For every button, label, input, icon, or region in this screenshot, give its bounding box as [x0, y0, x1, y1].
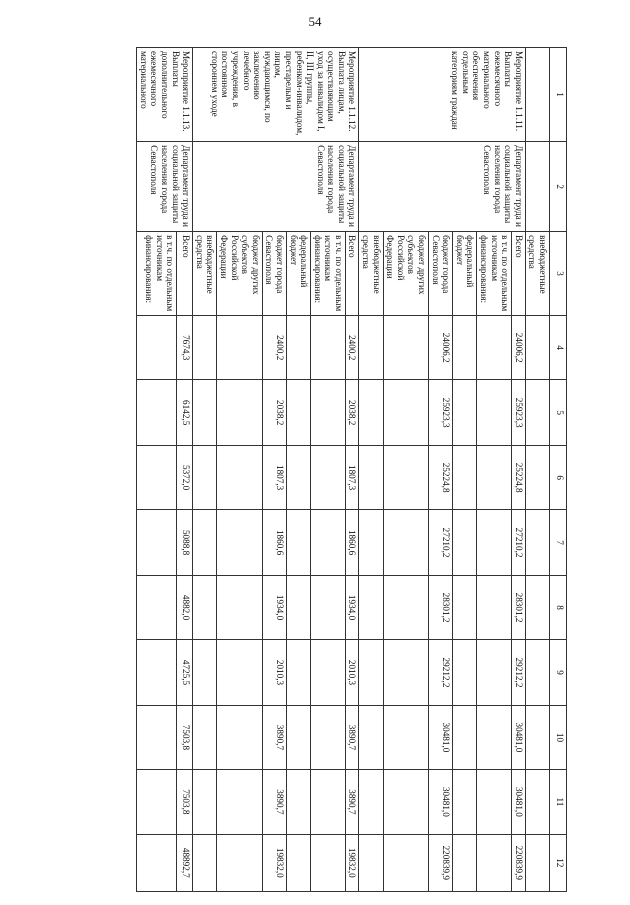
value-cell-col4: [525, 316, 549, 380]
value-cell-col11: [286, 770, 310, 834]
value-cell-col4: [217, 316, 262, 380]
value-cell-col10: [453, 705, 477, 769]
value-cell-col6: [453, 445, 477, 509]
column-header-9: 9: [550, 640, 567, 705]
value-cell-col8: [311, 575, 346, 639]
value-cell-col7: [453, 510, 477, 575]
value-cell-col10: 30481,0: [429, 705, 453, 769]
value-cell-col12: 19832,0: [262, 834, 286, 891]
page-number: 54: [308, 14, 322, 29]
value-cell-col9: 2010,3: [345, 640, 359, 705]
value-cell-col9: [453, 640, 477, 705]
value-cell-col10: [477, 705, 512, 769]
value-cell-col8: 1934,0: [262, 575, 286, 639]
value-cell-col11: 30481,0: [429, 770, 453, 834]
source-cell: бюджет города Севастополя: [429, 232, 453, 316]
column-header-2: 2: [550, 142, 567, 232]
value-cell-col12: [311, 834, 346, 891]
value-cell-col8: [217, 575, 262, 639]
value-cell-col10: [311, 705, 346, 769]
value-cell-col5: [477, 380, 512, 445]
value-cell-col7: [193, 510, 217, 575]
value-cell-col7: [359, 510, 383, 575]
activity-cell: Мероприятие 1.1.12. Выплата лицам, осуществляющим уход за инвалидом I, II, III группы, ребенком-инвалидом, престарелым и лицом, нуждающимся, по заключению лечебного учреждения, в постоянном стороннем уходе: [193, 48, 359, 142]
column-header-4: 4: [550, 316, 567, 380]
value-cell-col9: [137, 640, 177, 705]
value-cell-col12: [525, 834, 549, 891]
value-cell-col11: [193, 770, 217, 834]
value-cell-col9: [359, 640, 383, 705]
value-cell-col11: [217, 770, 262, 834]
header-row: [550, 48, 567, 892]
value-cell-col8: 28301,2: [512, 575, 526, 639]
value-cell-col8: [193, 575, 217, 639]
source-cell: федеральный бюджет: [453, 232, 477, 316]
value-cell-col4: [137, 316, 177, 380]
value-cell-col8: 1934,0: [345, 575, 359, 639]
value-cell-col4: [193, 316, 217, 380]
source-cell: внебюджетные средства: [525, 232, 549, 316]
value-cell-col12: 48892,7: [177, 834, 193, 891]
column-header-7: 7: [550, 510, 567, 575]
value-cell-col12: 220839,9: [512, 834, 526, 891]
column-header-12: 12: [550, 834, 567, 891]
value-cell-col7: [477, 510, 512, 575]
value-cell-col10: [193, 705, 217, 769]
value-cell-col12: [193, 834, 217, 891]
rotated-table-wrapper: [105, 47, 567, 892]
executor-cell: [525, 142, 549, 232]
value-cell-col6: 25224,8: [512, 445, 526, 509]
value-cell-col7: [286, 510, 310, 575]
value-cell-col6: [477, 445, 512, 509]
value-cell-col9: [525, 640, 549, 705]
value-cell-col7: 27210,2: [429, 510, 453, 575]
value-cell-col5: 6142,5: [177, 380, 193, 445]
value-cell-col11: 30481,0: [512, 770, 526, 834]
source-cell: бюджет других субъектов Российской Федерации: [383, 232, 428, 316]
executor-cell: Департамент труда и социальной защиты населения города Севастополя: [137, 142, 193, 232]
value-cell-col7: 1860,6: [262, 510, 286, 575]
source-cell: Всего: [177, 232, 193, 316]
value-cell-col10: 3890,7: [345, 705, 359, 769]
value-cell-col6: 1807,3: [262, 445, 286, 509]
value-cell-col8: [525, 575, 549, 639]
source-cell: Всего: [345, 232, 359, 316]
value-cell-col10: 30481,0: [512, 705, 526, 769]
value-cell-col7: [137, 510, 177, 575]
value-cell-col12: 220839,9: [429, 834, 453, 891]
value-cell-col6: [311, 445, 346, 509]
value-cell-col9: [311, 640, 346, 705]
value-cell-col11: 3890,7: [345, 770, 359, 834]
value-cell-col5: 25923,3: [429, 380, 453, 445]
table-row: [512, 48, 526, 892]
value-cell-col12: [286, 834, 310, 891]
value-cell-col9: 29212,2: [512, 640, 526, 705]
value-cell-col12: [359, 834, 383, 891]
value-cell-col6: [217, 445, 262, 509]
value-cell-col6: [137, 445, 177, 509]
value-cell-col4: [453, 316, 477, 380]
value-cell-col8: 28301,2: [429, 575, 453, 639]
value-cell-col8: [383, 575, 428, 639]
value-cell-col12: [383, 834, 428, 891]
value-cell-col7: [217, 510, 262, 575]
value-cell-col9: 2010,3: [262, 640, 286, 705]
value-cell-col5: [359, 380, 383, 445]
value-cell-col5: [217, 380, 262, 445]
table-row: [345, 48, 359, 892]
value-cell-col7: 27210,2: [512, 510, 526, 575]
value-cell-col6: 5372,0: [177, 445, 193, 509]
value-cell-col12: [137, 834, 177, 891]
activity-cell: Мероприятие 1.1.11. Выплаты ежемесячного материального обеспечения отдельным категориям граждан: [359, 48, 525, 142]
value-cell-col6: [383, 445, 428, 509]
value-cell-col7: 1860,6: [345, 510, 359, 575]
table-row: [177, 48, 193, 892]
value-cell-col11: [137, 770, 177, 834]
value-cell-col5: [383, 380, 428, 445]
value-cell-col11: 7503,8: [177, 770, 193, 834]
column-header-1: 1: [550, 48, 567, 142]
value-cell-col4: [286, 316, 310, 380]
value-cell-col11: 3890,7: [262, 770, 286, 834]
value-cell-col12: [453, 834, 477, 891]
value-cell-col8: [359, 575, 383, 639]
value-cell-col6: 25224,8: [429, 445, 453, 509]
value-cell-col4: 24006,2: [512, 316, 526, 380]
value-cell-col12: [477, 834, 512, 891]
value-cell-col6: 1807,3: [345, 445, 359, 509]
source-cell: Всего: [512, 232, 526, 316]
value-cell-col4: 2400,2: [262, 316, 286, 380]
value-cell-col11: [453, 770, 477, 834]
value-cell-col5: 2038,2: [262, 380, 286, 445]
value-cell-col9: [217, 640, 262, 705]
value-cell-col4: [383, 316, 428, 380]
source-cell: внебюджетные средства: [359, 232, 383, 316]
value-cell-col6: [359, 445, 383, 509]
value-cell-col5: [193, 380, 217, 445]
source-cell: федеральный бюджет: [286, 232, 310, 316]
value-cell-col9: [383, 640, 428, 705]
value-cell-col4: 2400,2: [345, 316, 359, 380]
value-cell-col8: [137, 575, 177, 639]
value-cell-col4: 24006,2: [429, 316, 453, 380]
source-cell: в т.ч. по отдельным источникам финансирования:: [311, 232, 346, 316]
value-cell-col8: [453, 575, 477, 639]
value-cell-col11: [311, 770, 346, 834]
value-cell-col4: [311, 316, 346, 380]
value-cell-col4: [359, 316, 383, 380]
value-cell-col9: 4725,5: [177, 640, 193, 705]
value-cell-col10: 3890,7: [262, 705, 286, 769]
value-cell-col10: [286, 705, 310, 769]
table-body: [137, 48, 550, 892]
value-cell-col8: [477, 575, 512, 639]
column-header-6: 6: [550, 445, 567, 509]
value-cell-col7: [383, 510, 428, 575]
value-cell-col8: [286, 575, 310, 639]
activity-cell: Мероприятие 1.1.13. Выплаты дополнительного ежемесячного материального: [137, 48, 193, 142]
executor-cell: Департамент труда и социальной защиты населения города Севастополя: [359, 142, 525, 232]
executor-cell: Департамент труда и социальной защиты населения города Севастополя: [193, 142, 359, 232]
value-cell-col9: [286, 640, 310, 705]
source-cell: в т.ч. по отдельным источникам финансирования:: [137, 232, 177, 316]
source-cell: бюджет города Севастополя: [262, 232, 286, 316]
value-cell-col8: 4882,0: [177, 575, 193, 639]
value-cell-col5: [453, 380, 477, 445]
value-cell-col5: [525, 380, 549, 445]
column-header-11: 11: [550, 770, 567, 834]
value-cell-col5: [137, 380, 177, 445]
column-header-10: 10: [550, 705, 567, 769]
value-cell-col6: [286, 445, 310, 509]
source-cell: бюджет других субъектов Российской Федерации: [217, 232, 262, 316]
value-cell-col12: 19832,0: [345, 834, 359, 891]
financing-table: [136, 47, 567, 892]
source-cell: внебюджетные средства: [193, 232, 217, 316]
value-cell-col10: [217, 705, 262, 769]
column-header-3: 3: [550, 232, 567, 316]
column-header-5: 5: [550, 380, 567, 445]
value-cell-col5: 2038,2: [345, 380, 359, 445]
table-row: [525, 48, 549, 892]
value-cell-col10: [525, 705, 549, 769]
value-cell-col4: [477, 316, 512, 380]
value-cell-col6: [193, 445, 217, 509]
value-cell-col5: 25923,3: [512, 380, 526, 445]
activity-cell: [525, 48, 549, 142]
value-cell-col4: 7674,3: [177, 316, 193, 380]
value-cell-col10: [383, 705, 428, 769]
value-cell-col9: [477, 640, 512, 705]
value-cell-col11: [359, 770, 383, 834]
value-cell-col12: [217, 834, 262, 891]
source-cell: в т.ч. по отдельным источникам финансирования:: [477, 232, 512, 316]
value-cell-col11: [477, 770, 512, 834]
value-cell-col10: 7503,8: [177, 705, 193, 769]
value-cell-col7: [311, 510, 346, 575]
column-header-8: 8: [550, 575, 567, 639]
value-cell-col9: 29212,2: [429, 640, 453, 705]
value-cell-col11: [525, 770, 549, 834]
value-cell-col7: 5088,8: [177, 510, 193, 575]
value-cell-col5: [311, 380, 346, 445]
value-cell-col11: [383, 770, 428, 834]
value-cell-col6: [525, 445, 549, 509]
value-cell-col9: [193, 640, 217, 705]
value-cell-col7: [525, 510, 549, 575]
value-cell-col10: [137, 705, 177, 769]
value-cell-col5: [286, 380, 310, 445]
value-cell-col10: [359, 705, 383, 769]
